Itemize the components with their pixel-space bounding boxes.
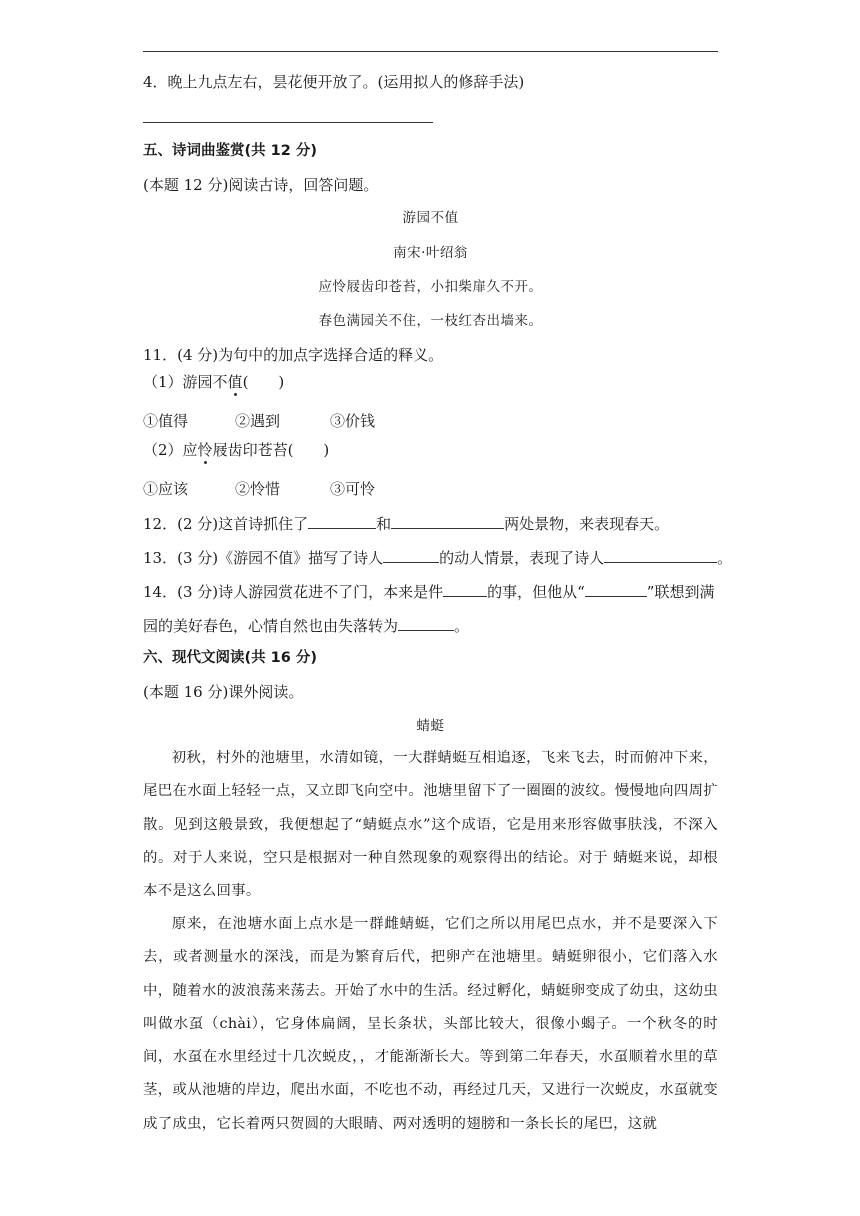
question-11-sub1: [143, 372, 284, 392]
article-paragraph-2: 原来，在池塘水面上点水是一群雌蜻蜓，它们之所以用尾巴点水，并不是要深入下去，或者测量水的深浅，而是为繁育后代，把卵产在池塘里。蜻蜓卵很小，它们落入水中，随着水的波浪荡来荡去。开始了水中的生活。经过孵化，蜻蜓卵变成了幼虫，这幼虫叫做水虿（chài），它身体扁阔，呈长条状，头部比较大，很像小蝎子。一个秋冬的时间，水虿在水里经过十几次蜕皮，，才能渐渐长大。等到第二年春天，水虿顺着水里的草茎，或从池塘的岸边，爬出水面，不吃也不动，再经过几天，又进行一次蜕皮，水虿就变成了成虫，它长着两只贺圆的大眼睛、两对透明的翅膀和一条长长的尾巴，这就: [143, 916, 718, 1132]
q12-part-b: 和: [376, 515, 392, 533]
q11-sub1-suffix[interactable]: ( ): [242, 373, 285, 391]
question-11-stem: 11．(4 分)为句中的加点字选择合适的释义。: [143, 346, 444, 364]
q14-blank-2[interactable]: [585, 581, 647, 597]
q12-part-c: 两处景物，来表现春天。: [504, 515, 670, 533]
q13-blank-1[interactable]: [383, 547, 439, 563]
section-5-heading: 五、诗词曲鉴赏(共 12 分): [143, 143, 318, 159]
q12-part-a: 12．(2 分)这首诗抓住了: [143, 515, 309, 533]
question-11-sub2: [143, 440, 329, 460]
q13-part-a: 13．(3 分)《游园不值》描写了诗人: [143, 549, 384, 567]
q14-part-b: 的事，但他从“: [487, 583, 585, 601]
q14-blank-3[interactable]: [398, 615, 454, 631]
section-5-intro: (本题 12 分)阅读古诗，回答问题。: [143, 176, 379, 194]
header-rule: [143, 51, 718, 52]
poem-title: 游园不值: [402, 210, 459, 226]
q14-part-c: ”联想到满: [646, 583, 715, 601]
article-title: 蜻蜓: [416, 718, 445, 734]
question-14-line-1: [143, 581, 714, 602]
q11-sub1-option-1[interactable]: ①值得: [143, 412, 189, 430]
q11-sub1-prefix: （1）游园不: [143, 373, 228, 391]
article-paragraph-1: 初秋，村外的池塘里，水清如镜，一大群蜻蜓互相追逐，飞来飞去，时而俯冲下来，尾巴在水面上轻轻一点，又立即飞向空中。池塘里留下了一圈圈的波纹。慢慢地向四周扩散。见到这般景致，我便想起了“蜻蜓点水”这个成语，它是用来形容做事肤浅，不深入的。对于人来说，空只是根据对一种自然现象的观察得出的结论。对于 蜻蜓来说，却根本不是这么回事。: [143, 750, 718, 900]
q11-sub1-option-2[interactable]: ②遇到: [235, 412, 281, 430]
q14-part-e: 。: [454, 617, 470, 635]
question-11-sub1-options: [143, 411, 375, 431]
q11-sub2-option-2[interactable]: ②怜惜: [235, 480, 281, 498]
q14-blank-1[interactable]: [443, 581, 487, 597]
q11-sub1-option-3[interactable]: ③价钱: [330, 412, 376, 430]
poem-line-2: 春色满园关不住，一枝红杏出墙来。: [318, 313, 543, 329]
q11-sub2-option-1[interactable]: ①应该: [143, 480, 189, 498]
question-14-line-2: [143, 615, 469, 636]
q11-sub2-suffix[interactable]: 屐齿印苍苔( ): [212, 441, 330, 459]
q13-blank-2[interactable]: [604, 547, 717, 563]
q13-part-c: 。: [717, 549, 733, 567]
answer-line[interactable]: [143, 122, 433, 123]
q11-sub2-option-3[interactable]: ③可怜: [330, 480, 376, 498]
q11-sub2-prefix: （2）应: [143, 441, 198, 459]
q13-part-b: 的动人情景，表现了诗人: [439, 549, 605, 567]
poem-line-1: 应怜屐齿印苍苔，小扣柴扉久不开。: [318, 279, 543, 295]
q12-blank-1[interactable]: [308, 513, 376, 529]
question-4: 4．晚上九点左右，昙花便开放了。(运用拟人的修辞手法): [143, 73, 525, 91]
q11-sub1-dotted-char: 值: [227, 373, 243, 391]
q14-part-d: 园的美好春色，心情自然也由失落转为: [143, 617, 399, 635]
question-13: [143, 547, 732, 568]
q14-part-a: 14．(3 分)诗人游园赏花进不了门，本来是件: [143, 583, 444, 601]
section-6-heading: 六、现代文阅读(共 16 分): [143, 650, 318, 666]
poem-author: 南宋·叶绍翁: [393, 245, 468, 261]
q11-sub2-dotted-char: 怜: [197, 441, 213, 459]
question-11-sub2-options: [143, 479, 375, 499]
q12-blank-2[interactable]: [391, 513, 504, 529]
question-12: [143, 513, 669, 534]
section-6-intro: (本题 16 分)课外阅读。: [143, 683, 304, 701]
